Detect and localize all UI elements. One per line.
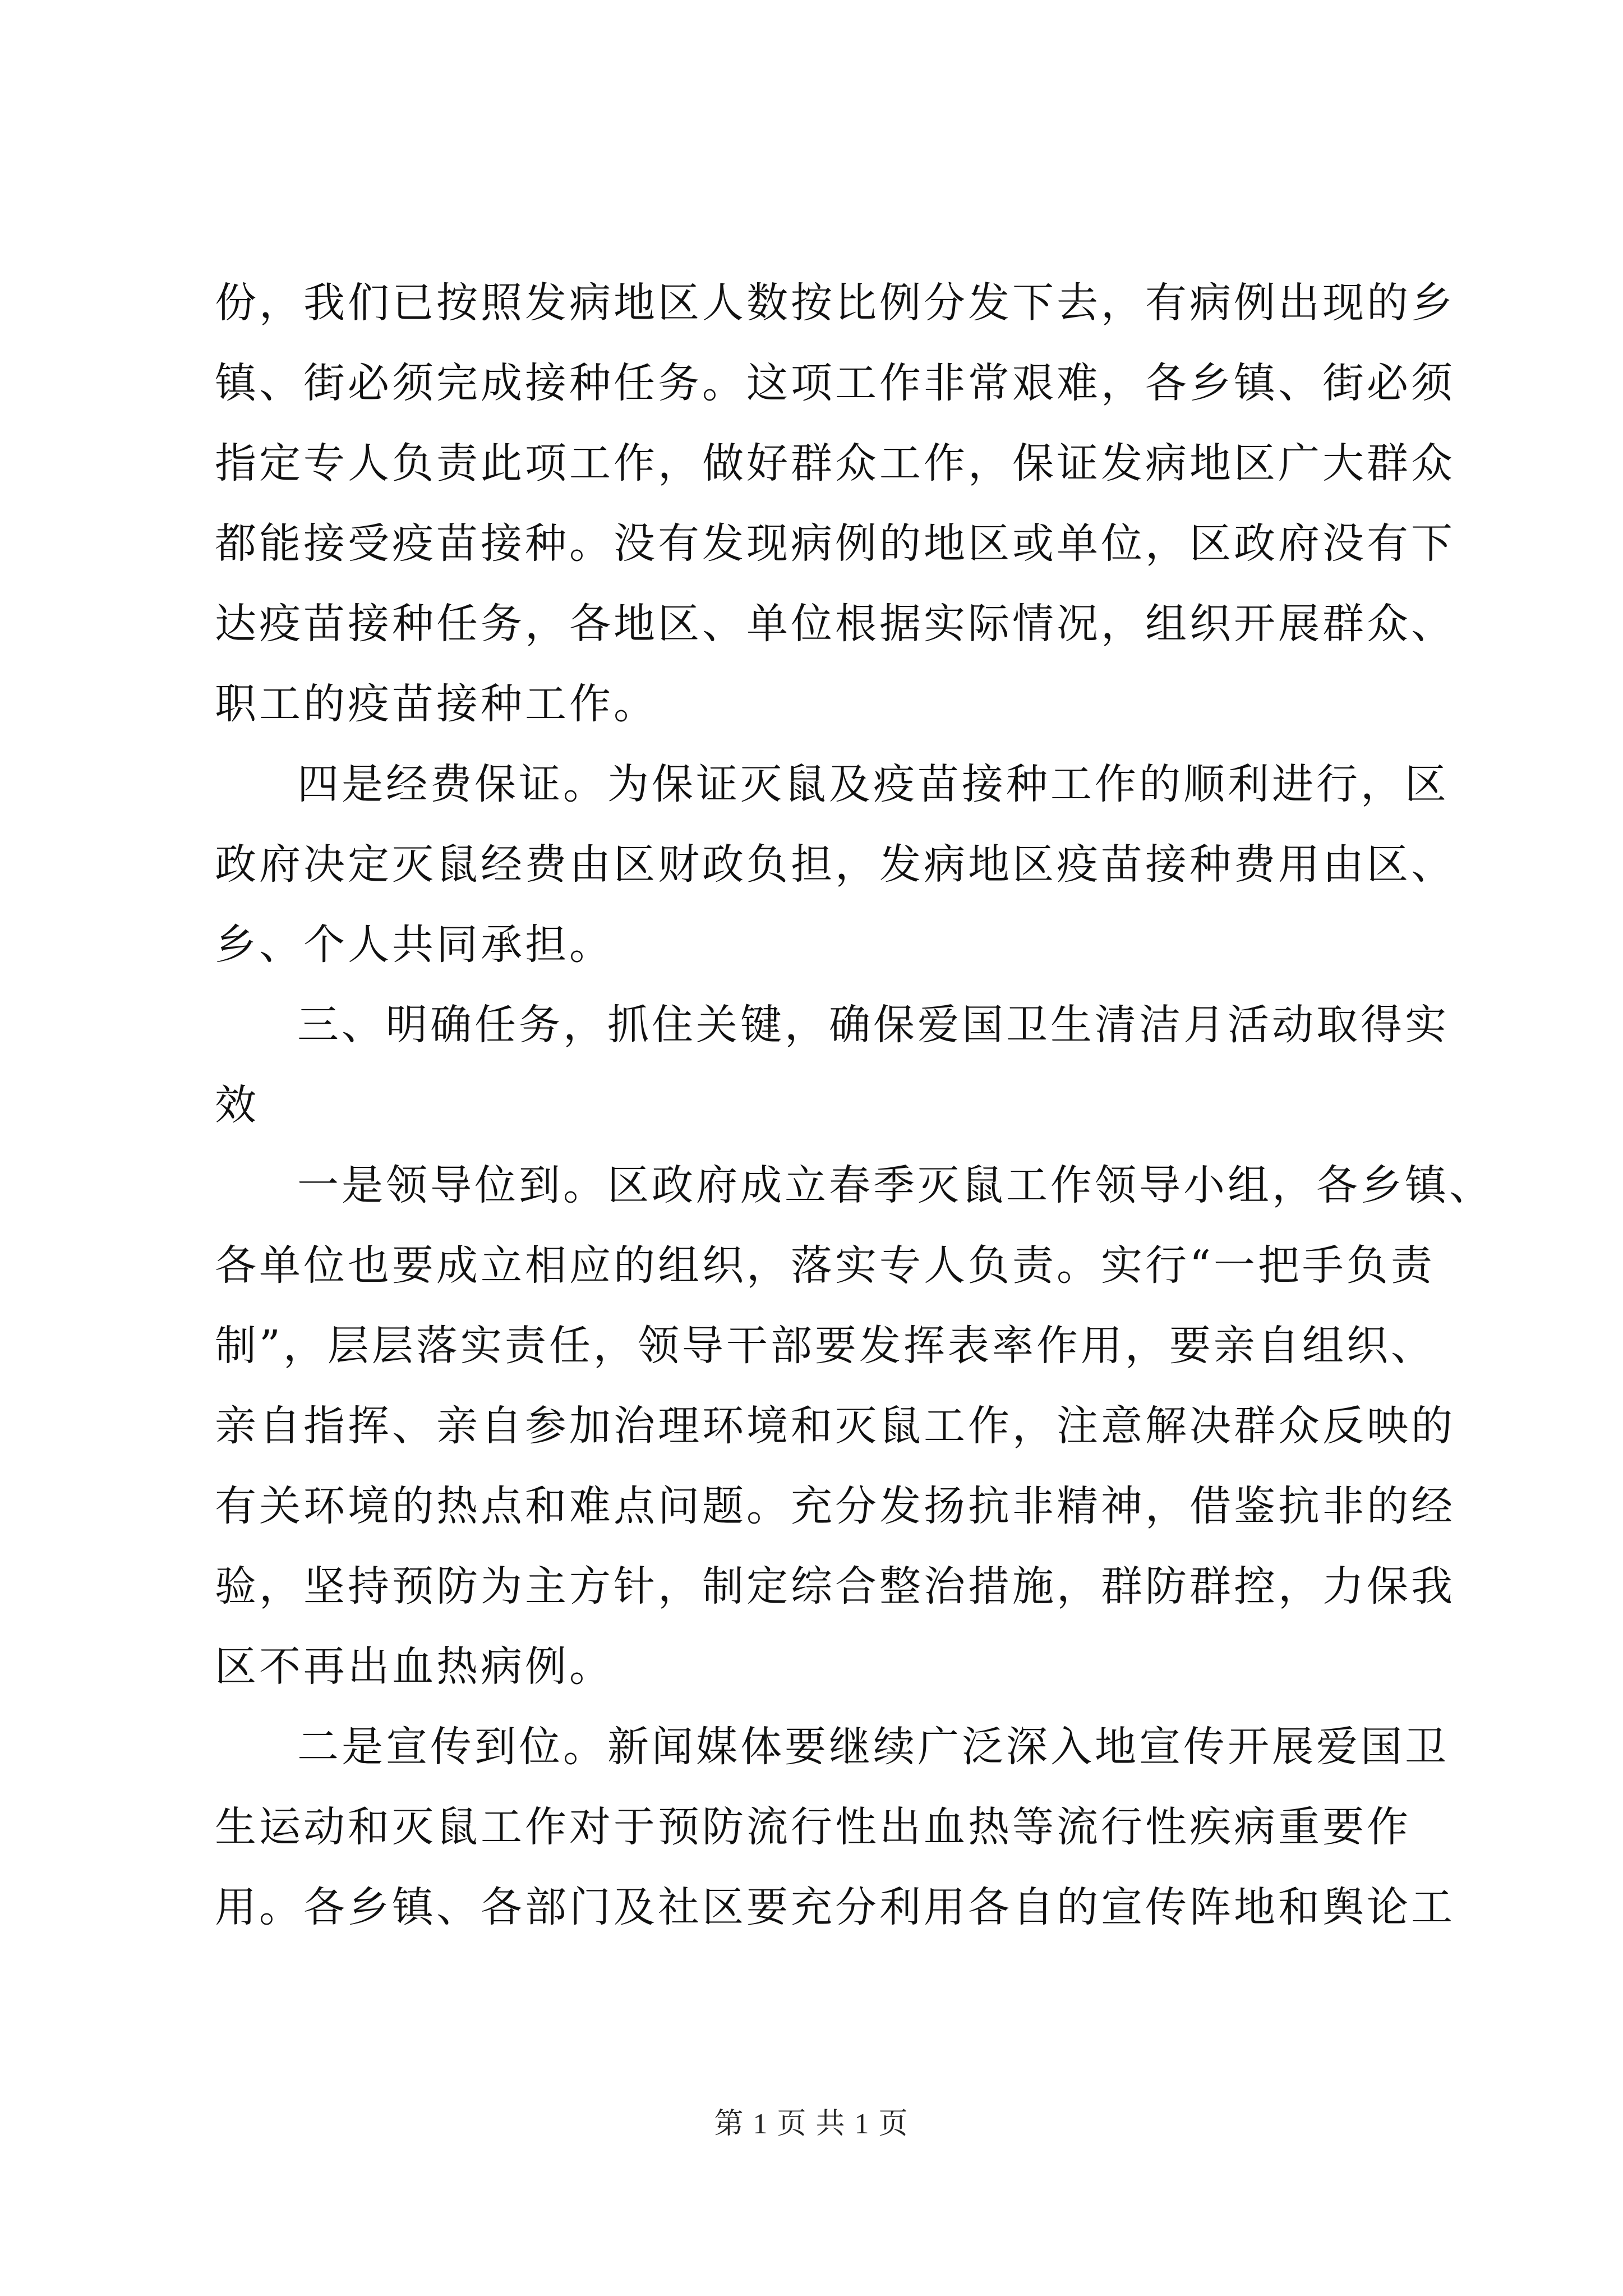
paragraph-first-line: 二是宣传到位。新闻媒体要继续广泛深入地宣传开展爱国卫 xyxy=(297,1723,1449,1771)
text-line: 达疫苗接种任务，各地区、单位根据实际情况，组织开展群众、 xyxy=(215,600,1455,648)
text-line: 职工的疫苗接种工作。 xyxy=(215,680,658,728)
text-line: 份，我们已按照发病地区人数按比例分发下去，有病例出现的乡 xyxy=(215,279,1455,327)
paragraph-first-line: 四是经费保证。为保证灭鼠及疫苗接种工作的顺利进行，区 xyxy=(297,760,1449,808)
text-line: 乡、个人共同承担。 xyxy=(215,921,614,969)
text-line: 政府决定灭鼠经费由区财政负担，发病地区疫苗接种费用由区、 xyxy=(215,840,1455,889)
paragraph-first-line: 一是领导位到。区政府成立春季灭鼠工作领导小组，各乡镇、 xyxy=(297,1161,1493,1209)
text-line: 制”，层层落实责任，领导干部要发挥表率作用，要亲自组织、 xyxy=(215,1322,1435,1370)
page-number-footer: 第 1 页 共 1 页 xyxy=(714,2108,909,2140)
section-heading-continued: 效 xyxy=(215,1081,259,1129)
text-line: 用。各乡镇、各部门及社区要充分利用各自的宣传阵地和舆论工 xyxy=(215,1883,1455,1931)
text-line: 各单位也要成立相应的组织，落实专人负责。实行“一把手负责 xyxy=(215,1241,1435,1290)
text-line: 指定专人负责此项工作，做好群众工作，保证发病地区广大群众 xyxy=(215,439,1455,487)
text-line: 验，坚持预防为主方针，制定综合整治措施，群防群控，力保我 xyxy=(215,1562,1455,1611)
text-line: 亲自指挥、亲自参加治理环境和灭鼠工作，注意解决群众反映的 xyxy=(215,1402,1455,1450)
section-heading: 三、明确任务，抓住关键，确保爱国卫生清洁月活动取得实 xyxy=(297,1001,1449,1049)
text-line: 镇、街必须完成接种任务。这项工作非常艰难，各乡镇、街必须 xyxy=(215,359,1455,407)
text-line: 区不再出血热病例。 xyxy=(215,1642,614,1691)
text-line: 生运动和灭鼠工作对于预防流行性出血热等流行性疾病重要作 xyxy=(215,1803,1411,1851)
text-line: 都能接受疫苗接种。没有发现病例的地区或单位，区政府没有下 xyxy=(215,519,1455,568)
text-line: 有关环境的热点和难点问题。充分发扬抗非精神，借鉴抗非的经 xyxy=(215,1482,1455,1530)
